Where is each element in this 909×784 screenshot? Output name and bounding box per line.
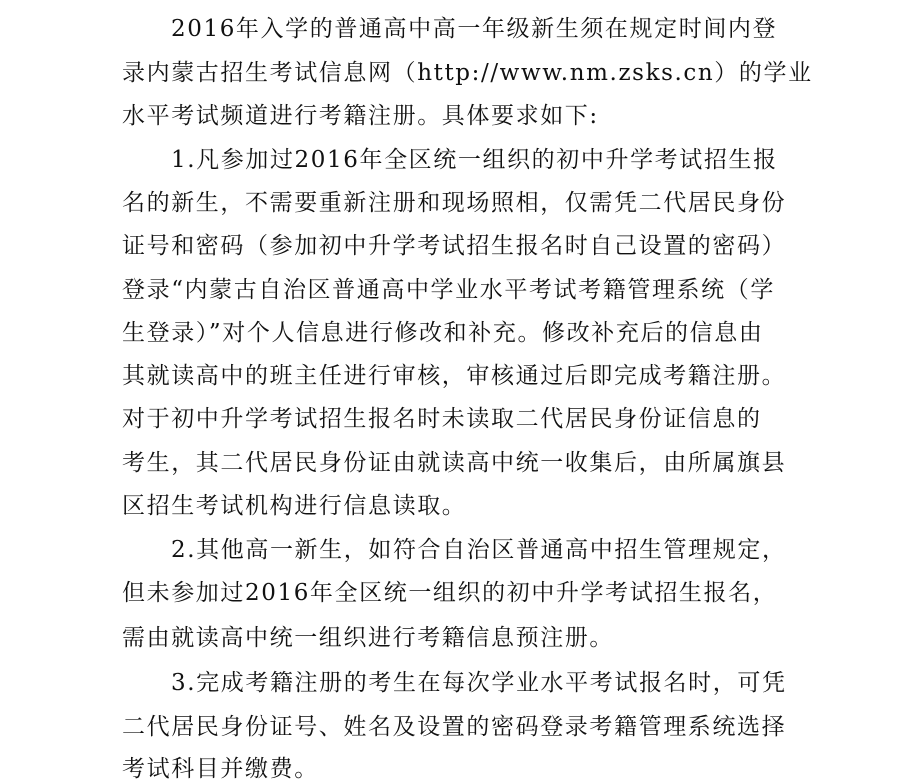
text-line: 二代居民身份证号、姓名及设置的密码登录考籍管理系统选择 (122, 714, 787, 740)
text-line: 生登录）”对个人信息进行修改和补充。修改补充后的信息由 (122, 320, 764, 346)
text-line: 其就读高中的班主任进行审核，审核通过后即完成考籍注册。 (122, 363, 787, 389)
text-line: 但未参加过2016年全区统一组织的初中升学考试招生报名， (122, 580, 778, 606)
text-line: 证号和密码（参加初中升学考试招生报名时自己设置的密码） (122, 233, 787, 259)
text-line: 考生，其二代居民身份证由就读高中统一收集后，由所属旗县 (122, 450, 787, 476)
text-line: 1.凡参加过2016年全区统一组织的初中升学考试招生报 (171, 147, 778, 173)
text-line: 水平考试频道进行考籍注册。具体要求如下: (122, 103, 599, 129)
text-line: 2.其他高一新生，如符合自治区普通高中招生管理规定， (171, 537, 787, 563)
text-line: 名的新生，不需要重新注册和现场照相，仅需凭二代居民身份 (122, 190, 787, 216)
text-line: 登录“内蒙古自治区普通高中学业水平考试考籍管理系统（学 (122, 277, 775, 303)
text-line: 考试科目并缴费。 (122, 756, 319, 782)
text-line: 3.完成考籍注册的考生在每次学业水平考试报名时，可凭 (171, 670, 787, 696)
text-line: 录内蒙古招生考试信息网（http://www.nm.zsks.cn）的学业 (122, 60, 813, 86)
text-line: 需由就读高中统一组织进行考籍信息预注册。 (122, 625, 614, 651)
text-line: 对于初中升学考试招生报名时未读取二代居民身份证信息的 (122, 406, 762, 432)
text-line: 2016年入学的普通高中高一年级新生须在规定时间内登 (171, 16, 778, 42)
text-line: 区招生考试机构进行信息读取。 (122, 493, 467, 519)
